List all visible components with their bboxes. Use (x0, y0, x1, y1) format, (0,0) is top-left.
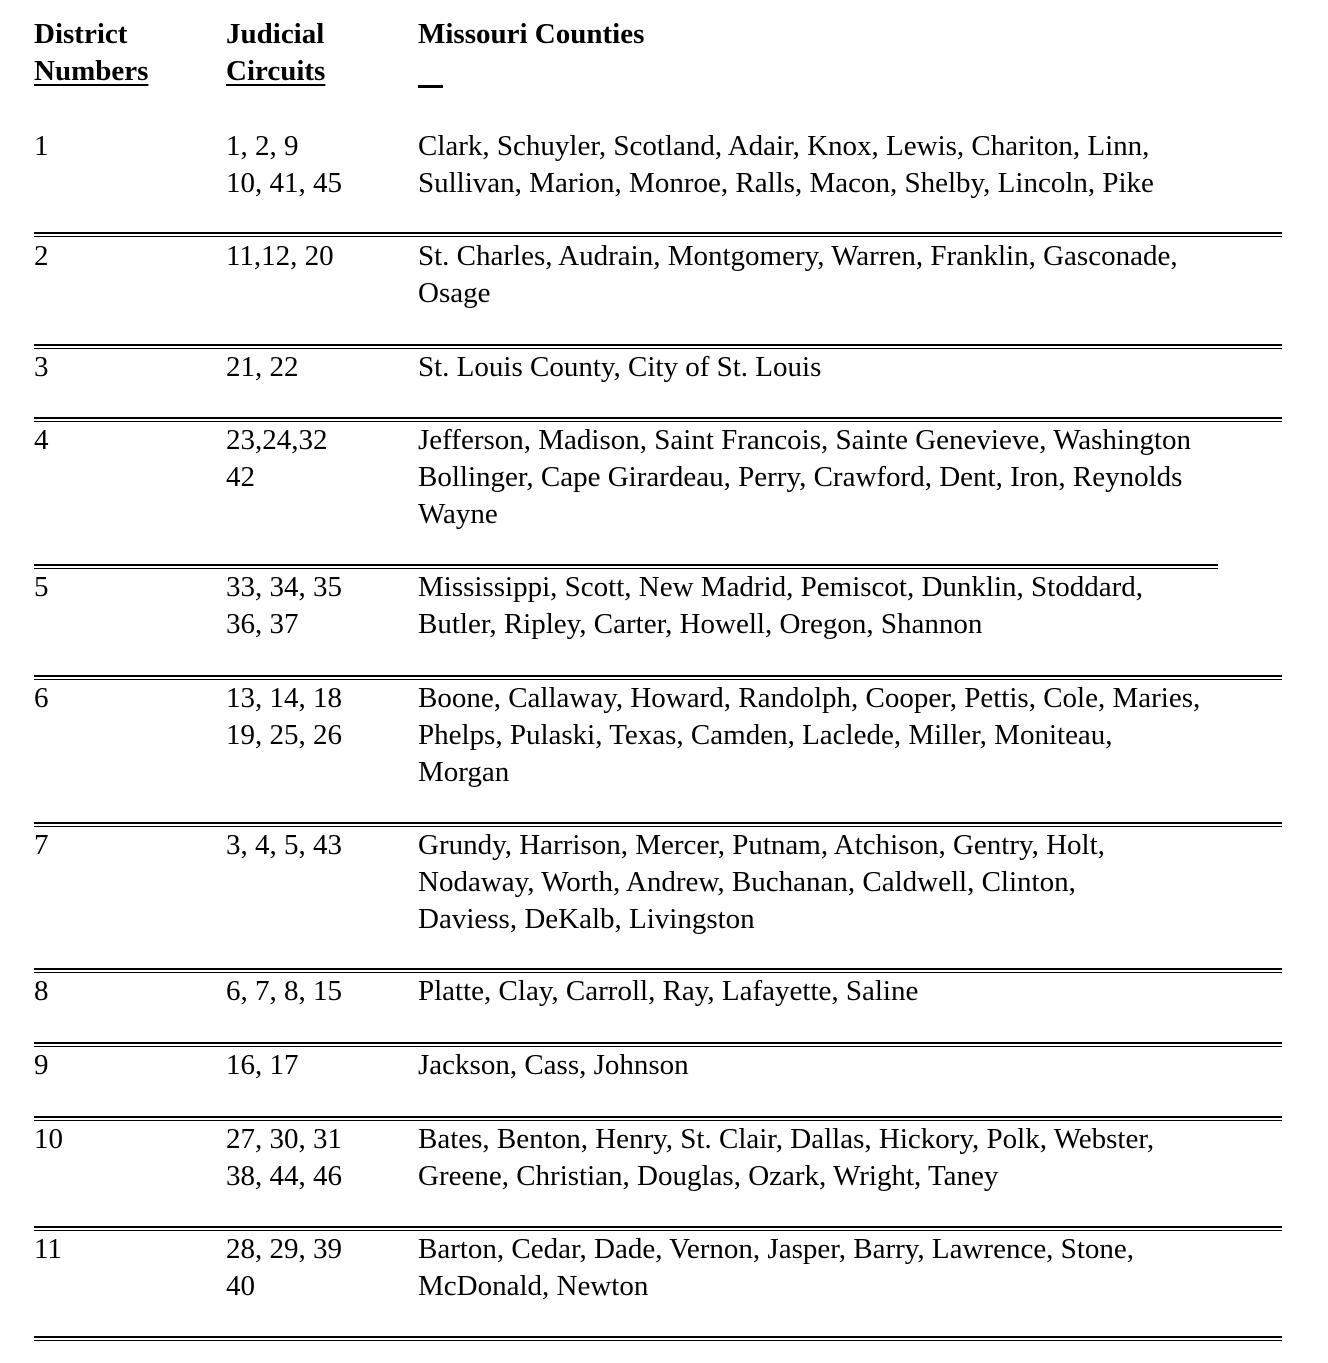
counties: Clark, Schuyler, Scotland, Adair, Knox, Lewis, Chariton, Linn, Sullivan, Marion, Monroe, Ralls, Macon, Shelby, Lincoln, Pike (418, 130, 1154, 199)
counties: Bates, Benton, Henry, St. Clair, Dallas, Hickory, Polk, Webster, Greene, Christian, Douglas, Ozark, Wright, Taney (418, 1123, 1155, 1192)
district-number: 4 (34, 424, 49, 456)
district-number: 6 (34, 682, 49, 714)
judicial-circuits: 1, 2, 9 10, 41, 45 (226, 130, 342, 199)
judicial-circuits: 33, 34, 35 36, 37 (226, 571, 342, 640)
judicial-circuits: 28, 29, 39 40 (226, 1233, 342, 1302)
district-number: 7 (34, 829, 49, 861)
district-number: 11 (34, 1233, 62, 1265)
counties: Platte, Clay, Carroll, Ray, Lafayette, Saline (418, 975, 919, 1007)
counties: St. Louis County, City of St. Louis (418, 351, 822, 383)
district-number: 2 (34, 240, 49, 272)
counties: Jefferson, Madison, Saint Francois, Sainte Genevieve, Washington Bollinger, Cape Girardeau, Perry, Crawford, Dent, Iron, Reynolds Wayne (418, 424, 1192, 530)
judicial-circuits: 6, 7, 8, 15 (226, 975, 342, 1007)
district-number: 1 (34, 130, 49, 162)
district-number: 10 (34, 1123, 63, 1155)
judicial-circuits: 13, 14, 18 19, 25, 26 (226, 682, 342, 751)
judicial-circuits: 3, 4, 5, 43 (226, 829, 342, 861)
counties: Barton, Cedar, Dade, Vernon, Jasper, Barry, Lawrence, Stone, McDonald, Newton (418, 1233, 1134, 1302)
judicial-circuits: 21, 22 (226, 351, 299, 383)
header-circuits-line1: Judicial (226, 18, 325, 50)
header-circuits-line2: Circuits (226, 55, 326, 87)
header-counties-label: Missouri Counties (418, 18, 645, 50)
header-district-line1: District (34, 18, 128, 50)
counties: Jackson, Cass, Johnson (418, 1049, 689, 1081)
district-number: 3 (34, 351, 49, 383)
district-number: 9 (34, 1049, 49, 1081)
header-district-line2: Numbers (34, 55, 149, 87)
judicial-circuits: 11,12, 20 (226, 240, 334, 272)
judicial-circuits: 23,24,32 42 (226, 424, 328, 493)
counties: Mississippi, Scott, New Madrid, Pemiscot, Dunklin, Stoddard, Butler, Ripley, Carter, Howell, Oregon, Shannon (418, 571, 1143, 640)
judicial-circuits: 16, 17 (226, 1049, 299, 1081)
row-divider (34, 1336, 1282, 1341)
district-number: 8 (34, 975, 49, 1007)
row-divider (34, 232, 1282, 237)
judicial-circuits: 27, 30, 31 38, 44, 46 (226, 1123, 342, 1192)
district-number: 5 (34, 571, 49, 603)
counties: Grundy, Harrison, Mercer, Putnam, Atchison, Gentry, Holt, Nodaway, Worth, Andrew, Buchanan, Caldwell, Clinton, Daviess, DeKalb, Livingston (418, 829, 1105, 935)
counties: St. Charles, Audrain, Montgomery, Warren, Franklin, Gasconade, Osage (418, 240, 1178, 309)
counties: Boone, Callaway, Howard, Randolph, Cooper, Pettis, Cole, Maries, Phelps, Pulaski, Texas, Camden, Laclede, Miller, Moniteau, Morgan (418, 682, 1201, 788)
